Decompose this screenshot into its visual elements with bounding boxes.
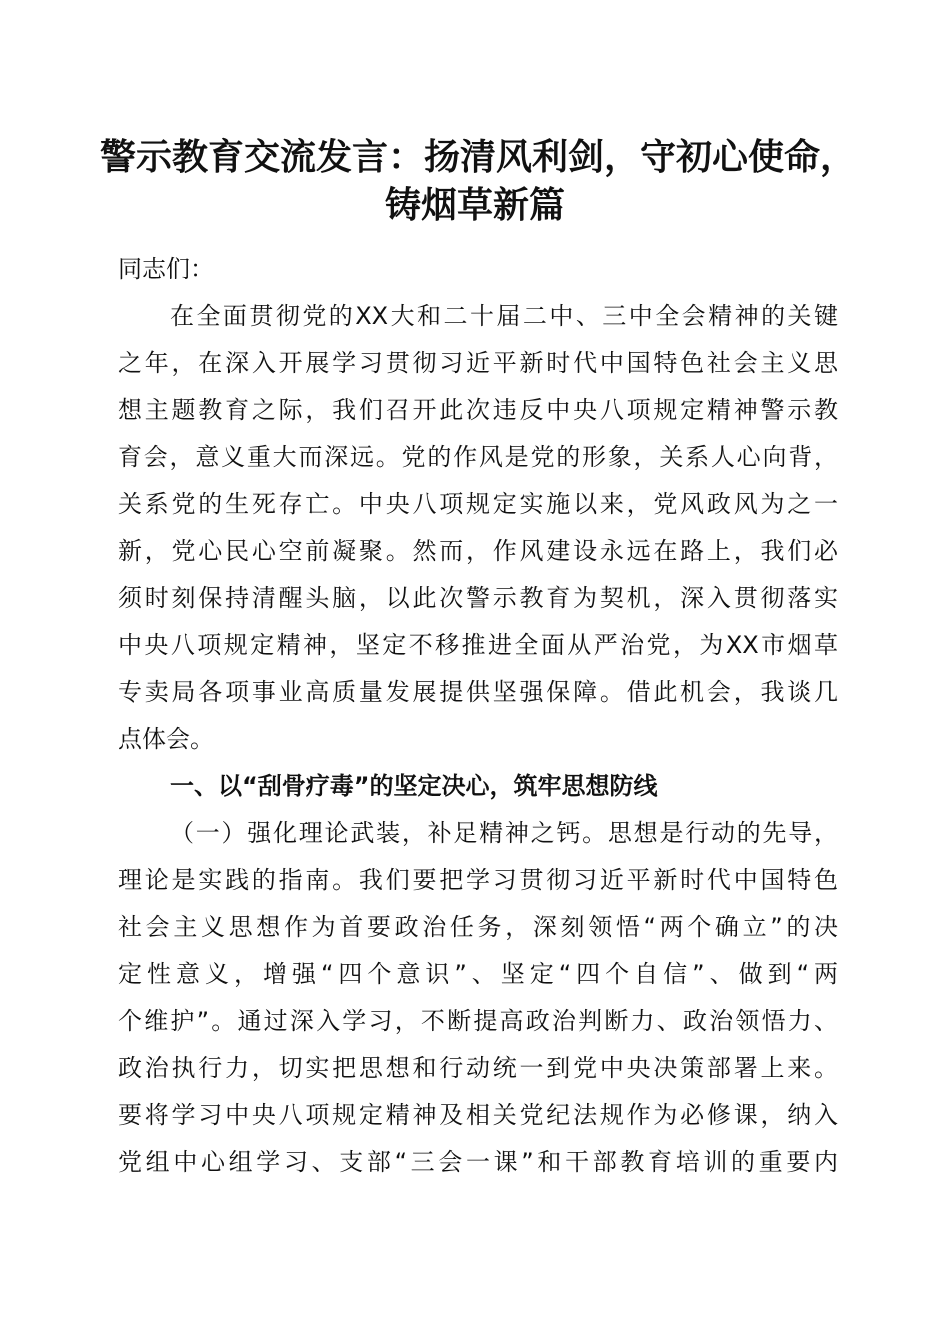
section-1-heading: 一、以“刮骨疗毒”的坚定决心，筑牢思想防线	[170, 772, 658, 800]
paragraph-1-line: 关系党的生死存亡。中央八项规定实施以来，党风政风为之一	[118, 490, 838, 518]
paragraph-2-line: 定性意义，增强“四个意识”、坚定“四个自信”、做到“两	[118, 960, 838, 988]
paragraph-1-line: 须时刻保持清醒头脑，以此次警示教育为契机，深入贯彻落实	[118, 584, 838, 612]
paragraph-1-line: 之年，在深入开展学习贯彻习近平新时代中国特色社会主义思	[118, 349, 838, 377]
paragraph-1-line: 新，党心民心空前凝聚。然而，作风建设永远在路上，我们必	[118, 537, 838, 565]
paragraph-2-line: 要将学习中央八项规定精神及相关党纪法规作为必修课，纳入	[118, 1101, 838, 1129]
paragraph-2-line: 党组中心组学习、支部“三会一课”和干部教育培训的重要内	[118, 1148, 838, 1176]
paragraph-2-line: 社会主义思想作为首要政治任务，深刻领悟“两个确立”的决	[118, 913, 838, 941]
paragraph-2-line: （一）强化理论武装，补足精神之钙。思想是行动的先导，	[170, 819, 838, 847]
paragraph-1-line: 育会，意义重大而深远。党的作风是党的形象，关系人心向背，	[118, 443, 838, 471]
document-body	[118, 246, 838, 1186]
paragraph-2-line: 个维护”。通过深入学习，不断提高政治判断力、政治领悟力、	[118, 1007, 838, 1035]
document-title	[100, 133, 857, 229]
paragraph-1-line: 中央八项规定精神，坚定不移推进全面从严治党，为XX市烟草	[118, 631, 838, 659]
title-line: 警示教育交流发言：扬清风利剑，守初心使命，	[100, 136, 857, 178]
paragraph-2-line: 政治执行力，切实把思想和行动统一到党中央决策部署上来。	[118, 1054, 838, 1082]
paragraph-1-line: 专卖局各项事业高质量发展提供坚强保障。借此机会，我谈几	[118, 678, 838, 706]
paragraph-1-line: 在全面贯彻党的XX大和二十届二中、三中全会精神的关键	[170, 302, 838, 330]
title-line: 铸烟草新篇	[384, 184, 565, 226]
paragraph-1-line: 想主题教育之际，我们召开此次违反中央八项规定精神警示教	[118, 396, 838, 424]
paragraph-2-line: 理论是实践的指南。我们要把学习贯彻习近平新时代中国特色	[118, 866, 838, 894]
paragraph-1-line: 点体会。	[118, 725, 214, 753]
salutation: 同志们：	[118, 255, 214, 283]
